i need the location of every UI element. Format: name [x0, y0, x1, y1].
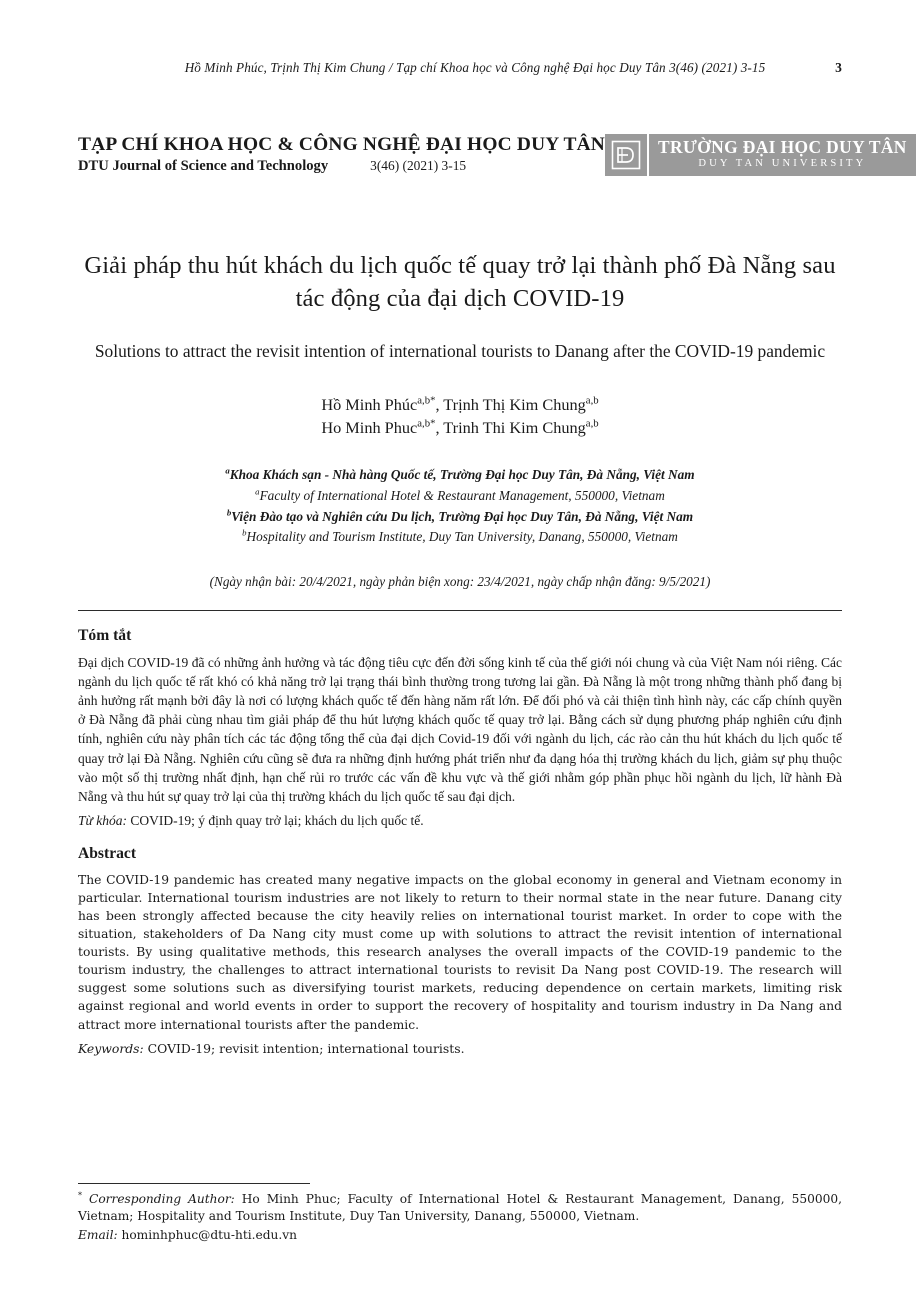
- submission-dates: (Ngày nhận bài: 20/4/2021, ngày phản biện xong: 23/4/2021, ngày chấp nhận đăng: 9/5/2021): [209, 573, 711, 589]
- corresponding-author-email-row: [78, 1228, 842, 1242]
- keywords-vn-values: COVID-19; ý định quay trở lại; khách du lịch quốc tế.: [130, 813, 424, 829]
- running-head-text: Hồ Minh Phúc, Trịnh Thị Kim Chung / Tạp chí Khoa học và Công nghệ Đại học Duy Tân 3(46) (2021) 3-15: [184, 60, 766, 75]
- abstract-vn-heading: Tóm tắt: [78, 626, 132, 644]
- author-name-en-1: Ho Minh Phuc: [321, 418, 418, 438]
- email-address[interactable]: hominhphuc@dtu-hti.edu.vn: [121, 1228, 298, 1242]
- affiliation-item: [78, 527, 842, 548]
- corresponding-author-note: [78, 1191, 842, 1226]
- keywords-en-label: Keywords:: [78, 1040, 144, 1056]
- affiliation-text: Hospitality and Tourism Institute, Duy Tan University, Danang, 550000, Vietnam: [246, 529, 678, 545]
- running-head: [78, 60, 842, 76]
- journal-title-vietnamese: TẠP CHÍ KHOA HỌC & CÔNG NGHỆ ĐẠI HỌC DUY TÂN: [78, 134, 605, 155]
- section-divider: [78, 610, 842, 611]
- author-affil-marker-2: a,b: [585, 394, 599, 407]
- affiliation-list: [78, 465, 842, 547]
- keywords-vn-label: Từ khóa:: [78, 813, 127, 829]
- duytan-university-emblem-icon: [605, 134, 647, 176]
- affiliation-marker: a: [225, 465, 230, 476]
- journal-issue-info: 3(46) (2021) 3-15: [370, 158, 467, 173]
- authors-vietnamese: [78, 393, 842, 416]
- affiliation-text: Faculty of International Hotel & Restaurant Management, 550000, Vietnam: [259, 487, 665, 503]
- author-affil-marker-4: a,b: [585, 417, 599, 430]
- footnote-block: [78, 1183, 842, 1242]
- authors-english: [78, 416, 842, 439]
- footnote-divider: [78, 1183, 310, 1184]
- university-name-en: DUY TAN UNIVERSITY: [698, 157, 867, 169]
- footnote-marker: *: [78, 1190, 83, 1200]
- affiliation-item: [78, 465, 842, 486]
- university-logo: [605, 134, 916, 176]
- journal-masthead: [78, 132, 907, 176]
- keywords-en: [78, 1041, 842, 1056]
- abstract-en-body: The COVID-19 pandemic has created many negative impacts on the global economy in general and Vietnam economy in particular. International tourism industries are not likely to return to their normal state in the near future. Danang city has been strongly affected because the city heavily relies on international tourist market. In order to cope with the situation, stakeholders of Da Nang city must come up with solutions to attract the revisit intention of international tourists. By using qualitative methods, this research analyses the overall impacts of the COVID-19 pandemic to the tourism industry, the challenges to attract international tourists to revisit Da Nang post COVID-19. The research will suggest some solutions such as diversifying tourist markets, reducing dependence on certain markets, limiting risk against regional and world events in order to support the recovery of hospitality and tourism industry in Da Nang and attract more international tourists after the pandemic.: [78, 873, 842, 1032]
- author-affil-marker-1: a,b*: [417, 394, 436, 407]
- author-separator-vn: , Trịnh Thị Kim Chung: [435, 395, 586, 415]
- affiliation-item: [78, 507, 842, 528]
- affiliation-text: Viện Đào tạo và Nghiên cứu Du lịch, Trường Đại học Duy Tân, Đà Nẵng, Việt Nam: [231, 508, 694, 524]
- affiliation-item: [78, 486, 842, 507]
- abstract-vn-body: Đại dịch COVID-19 đã có những ảnh hưởng và tác động tiêu cực đến đời sống kinh tế của thế giới nói chung và của Việt Nam nói riêng. Các ngành du lịch quốc tế rất khó có khả năng trở lại trạng thái bình thường trong tương lai gần. Đà Nẵng là một trong những thành phố đang bị ảnh hưởng rất mạnh bởi đây là nơi có lượng khách quốc tế đến hàng năm rất lớn. Để đối phó và cải thiện tình hình này, các cấp chính quyền ở Đà Nẵng đã phải cùng nhau tìm giải pháp để thu hút lượng khách quốc tế quay trở lại. Bằng cách sử dụng phương pháp nghiên cứu định tính, nghiên cứu này phân tích các tác động tổng thể của đại dịch Covid-19 đối với ngành du lịch, các rào cản thu hút khách du lịch quốc tế quay trở lại Đà Nẵng. Nghiên cứu cũng sẽ đưa ra những định hướng phát triển như đa dạng hóa thị trường khách du lịch, giảm sự phụ thuộc vào một số thị trường nhất định, hạn chế rủi ro trước các vấn đề khu vực và thế giới nhằm góp phần phục hồi ngành du lịch, lữ hành Đà Nẵng và thu hút sự quay trở lại của thị trường khách du lịch quốc tế sau đại dịch.: [78, 654, 842, 804]
- keywords-en-values: COVID-19; revisit intention; international tourists.: [147, 1040, 465, 1056]
- corresponding-author-details: Ho Minh Phuc; Faculty of International Hotel & Restaurant Management, Danang, 550000, Vietnam; Hospitality and Tourism Institute, Duy Tan University, Danang, 550000, Vietnam.: [78, 1191, 843, 1224]
- journal-title-english: DTU Journal of Science and Technology: [78, 158, 329, 174]
- masthead-titles: [78, 132, 605, 175]
- affiliation-marker: a: [255, 486, 260, 497]
- author-affil-marker-3: a,b*: [417, 417, 436, 430]
- author-separator-en: , Trinh Thi Kim Chung: [435, 418, 586, 438]
- page-number: 3: [835, 60, 842, 75]
- university-name-vn: TRƯỜNG ĐẠI HỌC DUY TÂN: [658, 137, 907, 158]
- page-title-english: Solutions to attract the revisit intention of international tourists to Danang after the COVID-19 pandemic: [94, 340, 826, 361]
- abstract-en-heading: Abstract: [78, 845, 137, 863]
- affiliation-text: Khoa Khách sạn - Nhà hàng Quốc tế, Trường Đại học Duy Tân, Đà Nẵng, Việt Nam: [229, 467, 695, 483]
- university-logo-text: [649, 134, 916, 176]
- affiliation-marker: b: [242, 527, 247, 538]
- page-title: Giải pháp thu hút khách du lịch quốc tế quay trở lại thành phố Đà Nẵng sau tác động của đại dịch COVID-19: [84, 252, 836, 312]
- author-name-vn-1: Hồ Minh Phúc: [321, 395, 418, 415]
- affiliation-marker: b: [226, 507, 232, 518]
- email-label: Email:: [78, 1228, 118, 1242]
- title-block: [78, 250, 842, 363]
- keywords-vn: [78, 813, 842, 829]
- corresponding-author-label: Corresponding Author:: [89, 1191, 235, 1206]
- author-list: [78, 393, 842, 439]
